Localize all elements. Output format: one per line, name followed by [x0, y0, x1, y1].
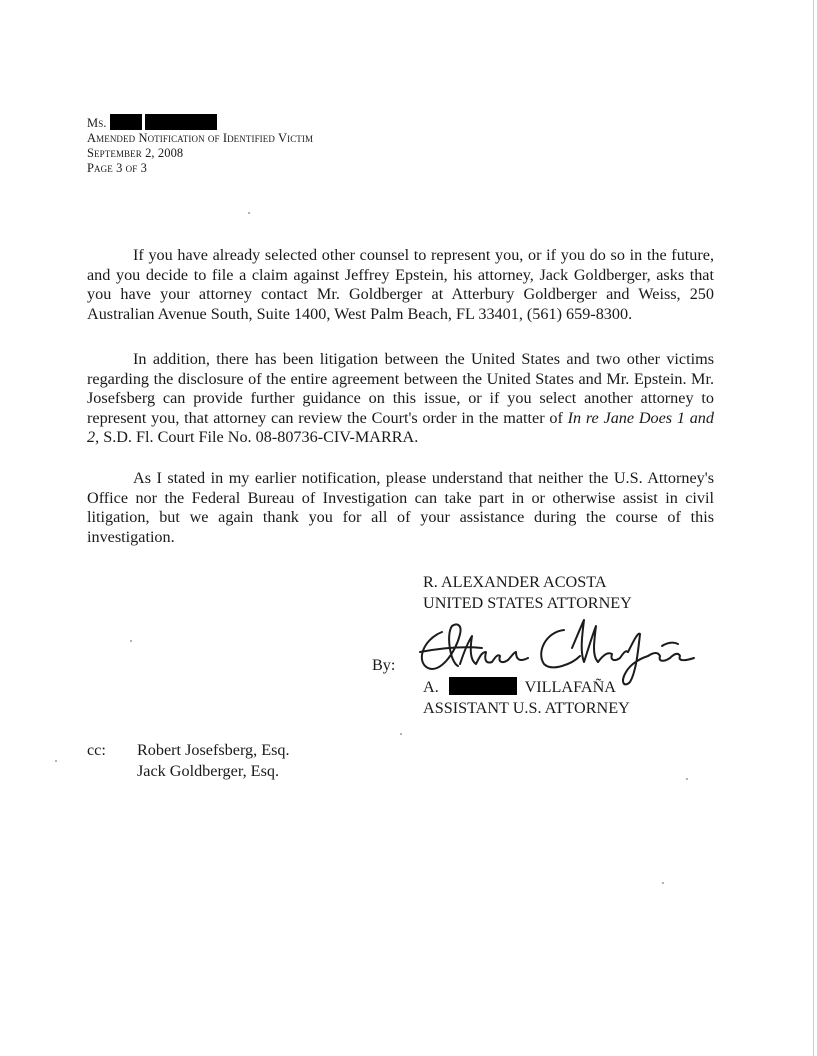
us-attorney-title: UNITED STATES ATTORNEY: [423, 594, 632, 612]
cc-label: cc:: [87, 741, 106, 759]
signer-name-line: [423, 677, 630, 698]
subject-line: Amended Notification of Identified Victim: [87, 131, 314, 145]
by-label: By:: [372, 656, 396, 674]
date-line: September 2, 2008: [87, 146, 184, 160]
scan-speck: [55, 760, 57, 762]
scan-speck: [662, 882, 664, 884]
paragraph-2-text: In addition, there has been litigation between the United States and two other victims regarding the disclosure of the entire agreement between the United States and Mr. Epstein. Mr. Josefsberg can provide further guidance on this issue, or if you select another attorney to represent you, that attorney can review the Court's order in the matter of: [87, 350, 714, 427]
page-number: Page 3 of 3: [87, 161, 147, 175]
redaction-box: [110, 114, 142, 130]
cc-recipient: Robert Josefsberg, Esq.: [137, 741, 290, 759]
recipient-prefix: Ms.: [87, 116, 107, 130]
scan-speck: [400, 733, 402, 735]
recipient-line: [87, 114, 313, 131]
signer-initial: A.: [423, 678, 439, 696]
scan-edge: [813, 0, 814, 1056]
signer-block: [423, 677, 630, 719]
signer-surname: VILLAFAÑA: [524, 678, 616, 696]
redaction-box: [145, 114, 217, 130]
scan-speck: [248, 212, 250, 214]
paragraph-3: [87, 469, 714, 547]
paragraph-2-text-end: , S.D. Fl. Court File No. 08-80736-CIV-MARRA.: [95, 428, 419, 447]
us-attorney-name: R. ALEXANDER ACOSTA: [423, 573, 607, 591]
letter-header: [87, 114, 313, 176]
signer-title: ASSISTANT U.S. ATTORNEY: [423, 699, 630, 717]
signature-block: [423, 572, 632, 614]
paragraph-2: [87, 350, 714, 448]
redaction-box: [449, 677, 517, 695]
scan-speck: [686, 778, 688, 780]
cc-recipient: Jack Goldberger, Esq.: [137, 762, 280, 780]
paragraph-3-text: As I stated in my earlier notification, please understand that neither the U.S. Attorney's Office nor the Federal Bureau of Investigation can take part in or otherwise assist in civil litigation, but we again thank you for all of your assistance during the course of this investigation.: [87, 469, 714, 546]
paragraph-1-text: If you have already selected other counsel to represent you, or if you do so in the future, and you decide to file a claim against Jeffrey Epstein, his attorney, Jack Goldberger, asks that you have your attorney contact Mr. Goldberger at Atterbury Goldberger and Weiss, 250 Australian Avenue South, Suite 1400, West Palm Beach, FL 33401, (561) 659-8300.: [87, 246, 714, 323]
case-name: In re Jane Does 1 and 2: [87, 408, 714, 447]
scan-speck: [130, 640, 132, 642]
paragraph-1: [87, 246, 714, 324]
cc-recipients: [137, 740, 290, 782]
